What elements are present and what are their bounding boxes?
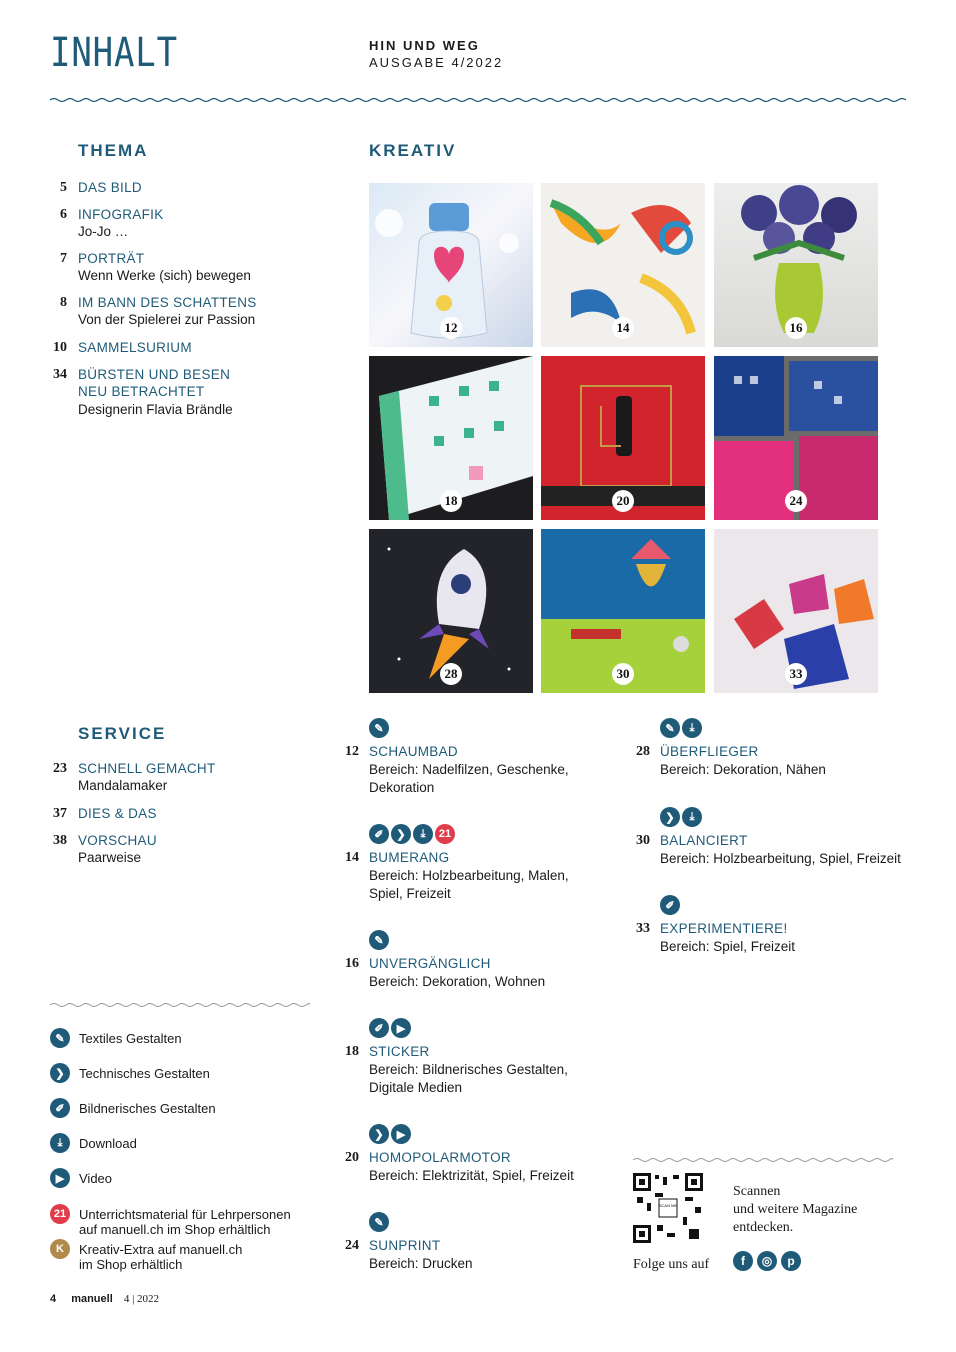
download-icon: ⤓ — [413, 824, 433, 844]
footer-brand: manuell — [71, 1293, 113, 1305]
textile-icon: ✎ — [660, 718, 680, 738]
page-number: 12 — [345, 744, 359, 759]
follow-us-label: Folge uns auf — [633, 1257, 710, 1272]
page-number: 37 — [53, 806, 67, 821]
video-icon: ▶ — [391, 1018, 411, 1038]
category-icons — [369, 718, 389, 740]
legend-label: Kreativ-Extra auf manuell.ch — [79, 1242, 243, 1257]
page-number: 38 — [53, 833, 67, 848]
page-number: 34 — [53, 367, 67, 382]
entry-area: Bereich: Holzbearbeitung, Malen, — [369, 868, 569, 883]
page-badge: 33 — [785, 663, 807, 685]
page-number: 16 — [345, 956, 359, 971]
entry-title-line2: NEU BETRACHTET — [78, 384, 205, 399]
art-icon: ✐ — [50, 1098, 70, 1118]
service-heading: SERVICE — [78, 724, 167, 743]
thumb-sticker[interactable] — [369, 356, 533, 520]
page-badge: 24 — [785, 490, 807, 512]
page-badge: 16 — [785, 317, 807, 339]
art-icon: ✐ — [369, 1018, 389, 1038]
thumb-ueberflieger[interactable] — [369, 529, 533, 693]
scan-cta — [733, 1183, 857, 1237]
page-number: 28 — [636, 744, 650, 759]
page-number: 23 — [53, 761, 67, 776]
category-icons — [369, 1212, 389, 1234]
qr-label: SCAN ME — [658, 1203, 678, 1208]
legend-label-line2: auf manuell.ch im Shop erhältlich — [79, 1222, 271, 1237]
technical-icon: ❯ — [660, 807, 680, 827]
thumb-balanciert[interactable] — [541, 529, 705, 693]
entry-area: Bereich: Dekoration, Wohnen — [369, 974, 546, 989]
entry-subtitle: Wenn Werke (sich) bewegen — [78, 268, 251, 283]
textile-icon: ✎ — [369, 1212, 389, 1232]
header-divider — [50, 96, 906, 104]
entry-subtitle: Mandalamaker — [78, 778, 168, 793]
entry-subtitle: Paarweise — [78, 850, 142, 865]
page-badge: 30 — [612, 663, 634, 685]
teaching-material-icon: 21 — [50, 1204, 70, 1224]
technical-icon: ❯ — [391, 824, 411, 844]
legend-divider — [50, 1001, 310, 1009]
entry-title: BALANCIERT — [660, 833, 748, 848]
page-title: INHALT — [50, 30, 178, 76]
entry-area: Bereich: Spiel, Freizeit — [660, 939, 796, 954]
scan-line-3: entdecken. — [733, 1220, 794, 1235]
entry-title: SCHNELL GEMACHT — [78, 761, 216, 776]
entry-title: BÜRSTEN UND BESEN — [78, 367, 231, 382]
page-number: 8 — [60, 295, 67, 310]
entry-title: DIES & DAS — [78, 806, 157, 821]
teaching-material-icon: 21 — [435, 824, 455, 844]
entry-title: SUNPRINT — [369, 1238, 441, 1253]
category-icons — [660, 895, 680, 917]
category-icons — [660, 807, 702, 829]
category-icons — [369, 1124, 411, 1146]
download-icon: ⤓ — [682, 807, 702, 827]
instagram-icon[interactable]: ◎ — [757, 1251, 777, 1271]
page-number: 5 — [60, 180, 67, 195]
entry-title: UNVERGÄNGLICH — [369, 956, 491, 971]
entry-title: HOMOPOLARMOTOR — [369, 1150, 511, 1165]
page-number: 6 — [60, 207, 67, 222]
category-icons — [369, 930, 389, 952]
thumb-schaumbad[interactable] — [369, 183, 533, 347]
legend-label-line2: im Shop erhältlich — [79, 1257, 183, 1272]
entry-title: PORTRÄT — [78, 251, 145, 266]
entry-area: Bereich: Nadelfilzen, Geschenke, — [369, 762, 569, 777]
magazine-name: HIN UND WEG — [369, 38, 480, 53]
entry-subtitle: Jo-Jo … — [78, 224, 129, 239]
page-number: 20 — [345, 1150, 359, 1165]
kreativ-extra-icon: K — [50, 1239, 70, 1259]
entry-title: IM BANN DES SCHATTENS — [78, 295, 257, 310]
thumb-bumerang[interactable] — [541, 183, 705, 347]
textile-icon: ✎ — [369, 930, 389, 950]
download-icon: ⤓ — [682, 718, 702, 738]
issue-number: AUSGABE 4/2022 — [369, 55, 504, 70]
entry-area: Bereich: Holzbearbeitung, Spiel, Freizeit — [660, 851, 901, 866]
entry-title: SAMMELSURIUM — [78, 340, 192, 355]
thumb-homopolarmotor[interactable] — [541, 356, 705, 520]
kreativ-heading: KREATIV — [369, 141, 457, 160]
page-badge: 14 — [612, 317, 634, 339]
pinterest-icon[interactable]: p — [781, 1251, 801, 1271]
entry-title: ÜBERFLIEGER — [660, 744, 759, 759]
scan-line-2: und weitere Magazine — [733, 1202, 858, 1217]
entry-title: EXPERIMENTIERE! — [660, 921, 788, 936]
legend-label: Video — [79, 1171, 113, 1186]
legend-label: Unterrichtsmaterial für Lehrpersonen — [79, 1207, 291, 1222]
category-icons — [369, 824, 455, 846]
entry-title: INFOGRAFIK — [78, 207, 164, 222]
textile-icon: ✎ — [50, 1028, 70, 1048]
page-number: 33 — [636, 921, 650, 936]
entry-title: DAS BILD — [78, 180, 142, 195]
download-icon: ⤓ — [50, 1133, 70, 1153]
page-number: 24 — [345, 1238, 359, 1253]
art-icon: ✐ — [369, 824, 389, 844]
page-number: 14 — [345, 850, 359, 865]
legend-label: Download — [79, 1136, 137, 1151]
legend-label: Textiles Gestalten — [79, 1031, 182, 1046]
art-icon: ✐ — [660, 895, 680, 915]
scan-line-1: Scannen — [733, 1184, 781, 1199]
entry-area: Bereich: Dekoration, Nähen — [660, 762, 826, 777]
qr-code[interactable] — [633, 1173, 703, 1243]
entry-subtitle: Designerin Flavia Brändle — [78, 402, 233, 417]
video-icon: ▶ — [391, 1124, 411, 1144]
page-number: 30 — [636, 833, 650, 848]
page-footer — [50, 1293, 159, 1305]
entry-title: STICKER — [369, 1044, 430, 1059]
technical-icon: ❯ — [50, 1063, 70, 1083]
entry-area-line2: Dekoration — [369, 780, 435, 795]
page-number: 7 — [60, 251, 67, 266]
entry-area-line2: Spiel, Freizeit — [369, 886, 451, 901]
legend-label: Technisches Gestalten — [79, 1066, 210, 1081]
page-badge: 20 — [612, 490, 634, 512]
promo-divider — [633, 1156, 893, 1164]
thumb-experimentiere[interactable] — [714, 529, 878, 693]
category-icons — [369, 1018, 411, 1040]
textile-icon: ✎ — [369, 718, 389, 738]
entry-subtitle: Von der Spielerei zur Passion — [78, 312, 256, 327]
technical-icon: ❯ — [369, 1124, 389, 1144]
entry-area: Bereich: Drucken — [369, 1256, 473, 1271]
entry-title: SCHAUMBAD — [369, 744, 458, 759]
page-number: 10 — [53, 340, 67, 355]
entry-title: VORSCHAU — [78, 833, 157, 848]
facebook-icon[interactable]: f — [733, 1251, 753, 1271]
footer-page-number: 4 — [50, 1293, 57, 1305]
entry-area: Bereich: Bildnerisches Gestalten, — [369, 1062, 568, 1077]
legend-label: Bildnerisches Gestalten — [79, 1101, 216, 1116]
thumb-sunprint[interactable] — [714, 356, 878, 520]
page-badge: 12 — [440, 317, 462, 339]
entry-title: BUMERANG — [369, 850, 450, 865]
entry-area: Bereich: Elektrizität, Spiel, Freizeit — [369, 1168, 574, 1183]
thema-heading: THEMA — [78, 141, 149, 160]
page-badge: 18 — [440, 490, 462, 512]
thumb-unvergaenglich[interactable] — [714, 183, 878, 347]
page-badge: 28 — [440, 663, 462, 685]
entry-area-line2: Digitale Medien — [369, 1080, 463, 1095]
category-icons — [660, 718, 702, 740]
footer-issue: 4 | 2022 — [123, 1293, 160, 1305]
page-number: 18 — [345, 1044, 359, 1059]
video-icon: ▶ — [50, 1168, 70, 1188]
